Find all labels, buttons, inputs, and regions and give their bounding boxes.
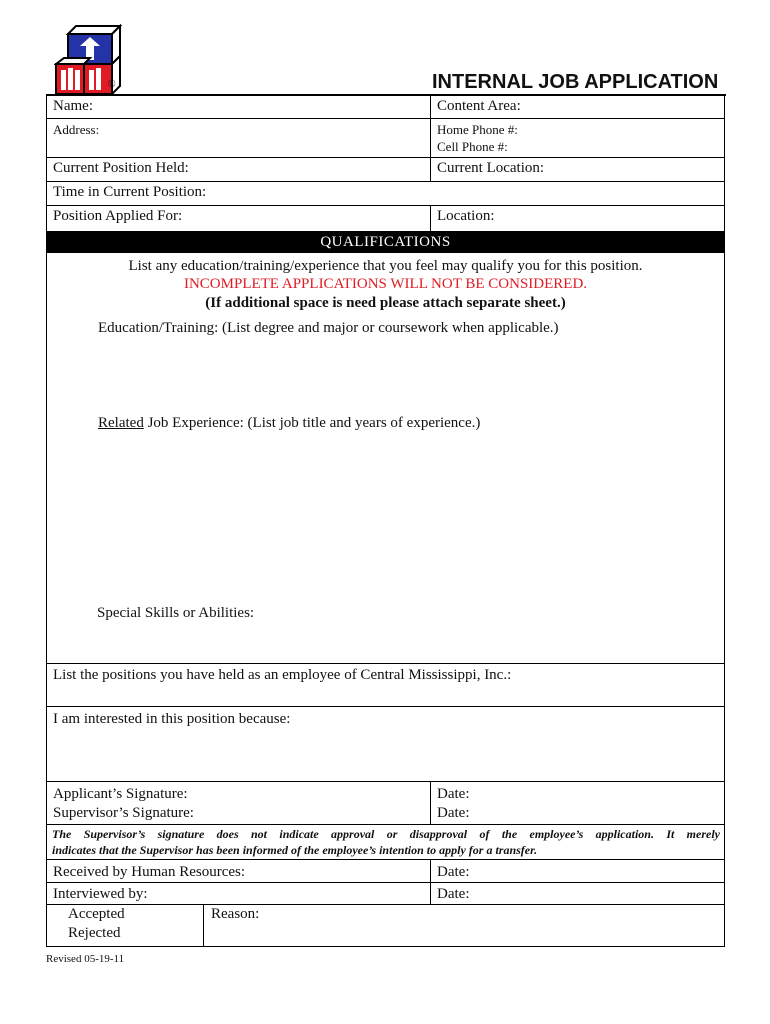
attach-note: (If additional space is need please attach separate sheet.) [205, 295, 566, 311]
interest-label: I am interested in this position because: [53, 711, 291, 727]
positions-held-label: List the positions you have held as an employee of Central Mississippi, Inc.: [53, 667, 512, 683]
cell-phone-label: Cell Phone #: [437, 139, 508, 154]
supervisor-note-line-2: indicates that the Supervisor has been informed of the employee’s intention to apply for a transfer. [52, 843, 538, 857]
time-in-position-label: Time in Current Position: [53, 184, 207, 200]
supervisor-signature-label: Supervisor’s Signature: [53, 805, 194, 821]
interviewed-label: Interviewed by: [53, 886, 148, 902]
current-position-label: Current Position Held: [53, 160, 189, 176]
applicant-signature-label: Applicant’s Signature: [53, 786, 188, 802]
registered-mark: ® [108, 79, 116, 90]
name-label: Name: [53, 98, 93, 114]
content-area-label: Content Area: [437, 98, 521, 114]
reason-label: Reason: [211, 906, 260, 922]
qualifications-instruction: List any education/training/experience that you feel may qualify you for this position. [128, 258, 643, 274]
received-hr-label: Received by Human Resources: [53, 864, 246, 880]
page-title: INTERNAL JOB APPLICATION [432, 71, 719, 93]
related-word: Related [98, 415, 144, 431]
rejected-label: Rejected [68, 925, 121, 941]
current-location-label: Current Location: [437, 160, 545, 176]
education-label: Education/Training: (List degree and major or coursework when applicable.) [98, 320, 559, 336]
incomplete-warning: INCOMPLETE APPLICATIONS WILL NOT BE CONSIDERED. [183, 276, 588, 292]
supervisor-note-line-1: The Supervisor’s signature does not indicate approval or disapproval of the employee’s application. It merely [52, 827, 720, 841]
revised-date: Revised 05-19-11 [46, 953, 125, 965]
date-label-2: Date: [437, 805, 470, 821]
date-label-1: Date: [437, 786, 470, 802]
accepted-label: Accepted [68, 906, 125, 922]
address-label: Address: [53, 122, 100, 137]
location-label: Location: [437, 208, 495, 224]
special-skills-label: Special Skills or Abilities: [97, 605, 255, 621]
supervisor-note [52, 826, 720, 858]
position-applied-label: Position Applied For: [53, 208, 183, 224]
home-phone-label: Home Phone #: [437, 122, 518, 137]
date-label-3: Date: [437, 864, 470, 880]
date-label-4: Date: [437, 886, 470, 902]
qualifications-heading: QUALIFICATIONS [46, 231, 725, 253]
job-experience-label [98, 414, 480, 432]
job-experience-text: Job Experience: (List job title and years of experience.) [147, 415, 481, 431]
